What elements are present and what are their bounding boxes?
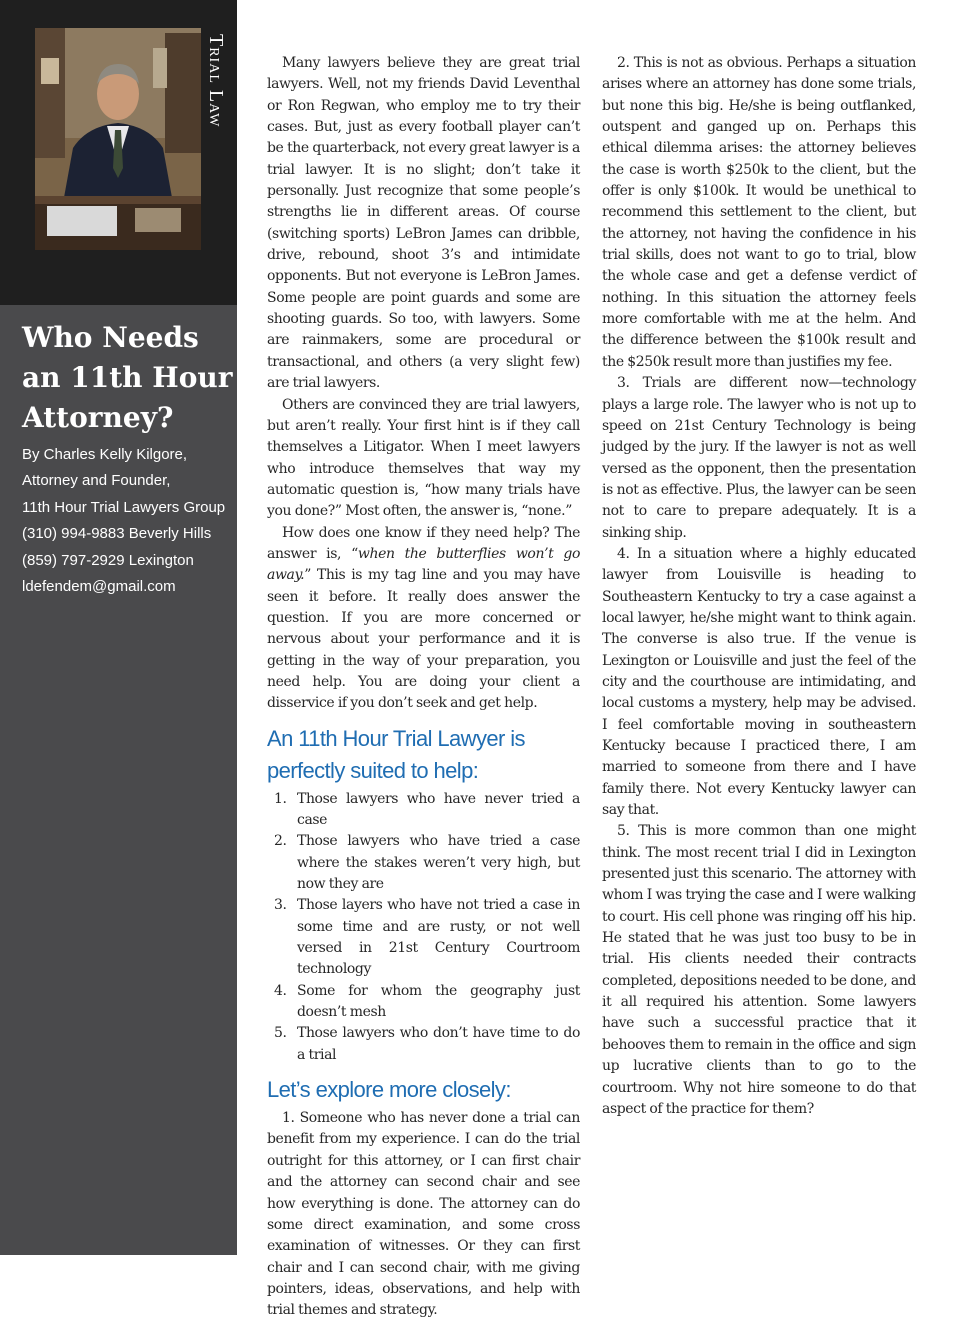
byline-author: By Charles Kelly Kilgore, (22, 446, 188, 463)
article-paragraph: Many lawyers believe they are great trial lawyers. Well, not my friends David Leventhal or Ron Regwan, who employ me to try their cases. But, just as every football player can’t be the quarterback, not every great lawyer is a trial lawyer. It is no slight; don’t take it personally. Just recognize that some people’s strengths lie in different areas. Of course (switching sports) LeBron James can dribble, drive, rebound, shoot 3’s and intimidate opponents. But not everyone is LeBron James. Some people are point guards and some are shooting guards. So too, with lawyers. Some are rainmakers, some are procedural or transactional, and others (a very slight few) are trial lawyers. (267, 55, 580, 392)
article-paragraph: 2. This is not as obvious. Perhaps a situation arises where an attorney has done some trials, but none this big. He/she is being outflanked, outspent and ganged up on. Perhaps this ethical dilemma arises: the attorney believes the case is worth $250k to the client, but the offer is only $100k. It would be unethical to recommend this settlement to the client, but the attorney, not having the confidence in his trial skills, does not want to go to trial, blow the whole case and get a defense verdict of nothing. In this situation the attorney feels more comfortable with me at the helm. And the difference between the $100k result and the $250k result more than justifies my fee. (602, 55, 916, 370)
tagline-italic: when the butterflies won’t go away. (267, 545, 580, 584)
list-item (267, 895, 580, 980)
list-number: 4. (274, 982, 287, 999)
list-number: 1. (274, 790, 287, 807)
paragraph-text: ” This is my tag line and you may have seen it before. It really does answer the question. If you are more concerned or nervous about your performance and it is getting in the way of your preparation, you need help. You are doing your client a disservice if you don’t seek and get help. (267, 567, 580, 712)
article-paragraph: 1. Someone who has never done a trial can benefit from my experience. I can do the trial outright for this attorney, or I can first chair and the attorney can second chair and see how everything is done. The attorney can do some direct examination, and some cross examination of witnesses. Or they can first chair and I can second chair, with me giving pointers, ideas, observations, and help with trial themes and strategy. (267, 1110, 580, 1319)
list-item (267, 981, 580, 1024)
author-photo (35, 28, 201, 250)
paragraph-text: How does one know if they need help? The answer is, “ (267, 524, 580, 562)
article-paragraph: Others are convinced they are trial lawyers, but aren’t really. Your first hint is if they call themselves a Litigator. When I meet lawyers who introduce themselves that way my automatic question is, “how many trials have you done?” Most often, the answer is, “none.” (267, 396, 580, 520)
headline-line: Who Needs (22, 321, 199, 354)
article-column-right (602, 53, 916, 1120)
list-text: Those lawyers who don’t have time to do a trial (297, 1025, 580, 1063)
byline-phone-lexington: (859) 797-2929 Lexington (22, 551, 194, 569)
section-label-text: Trial Law (205, 34, 227, 128)
list-text: Those lawyers who have tried a case where the stakes weren’t very high, but now they are (297, 833, 580, 893)
byline-firm: 11th Hour Trial Lawyers Group (22, 498, 226, 516)
byline-role: Attorney and Founder, (22, 472, 171, 490)
article-paragraph (267, 523, 580, 715)
list-number: 5. (274, 1025, 287, 1042)
article-paragraph: 4. In a situation where a highly educated lawyer from Louisville is heading to Southeastern Kentucky to try a case against a local lawyer, he/she might want to think again. The converse is also true. If the venue is Lexington or Louisville and just the feel of the city and the courthouse are intimidating, and local customs a mystery, help may be advised. I feel comfortable moving in southeastern Kentucky because I practiced there, I am married to someone from there and I have family there. Not every Kentucky lawyer can say that. (602, 545, 916, 819)
article-paragraph: 3. Trials are different now—technology plays a large role. The lawyer who is not up to speed on 21st Century Technology is being judged by the jury. If the lawyer is not as well versed as the opponent, then the presentation is not as effective. Plus, the lawyer can be seen not to care to prepare adequately. It is a sinking ship. (602, 375, 916, 541)
section-heading: An 11th Hour Trial Lawyer is perfectly suited to help: (267, 725, 525, 783)
list-text: Some for whom the geography just doesn’t mesh (297, 982, 580, 1021)
headline-line: an 11th Hour (22, 361, 233, 394)
headline (22, 318, 233, 438)
list-item (267, 1023, 580, 1066)
section-heading: Let’s explore more closely: (267, 1077, 511, 1103)
list-text: Those layers who have not tried a case in some time and are rusty, or not well versed in 21st Century Courtroom technology (297, 897, 580, 978)
list-item (267, 831, 580, 895)
article-column-left (267, 53, 580, 1322)
byline-phone-beverly-hills: (310) 994-9883 Beverly Hills (22, 525, 212, 543)
headline-line: Attorney? (22, 401, 174, 434)
article-paragraph: 5. This is more common than one might think. The most recent trial I did in Lexington presented just this scenario. The attorney with whom I was trying the case and I were walking to court. His cell phone was ringing off his hip. He stated that he was just too busy to be in trial. His clients needed their contracts completed, depositions needed to be done, and it all required his attention. Some lawyers have such a successful practice that it behooves them to remain in the office and sign up lucrative clients than to go to the courtroom. Why not hire someone to do that aspect of the practice for them? (602, 823, 916, 1117)
section-label (196, 34, 236, 164)
list-text: Those lawyers who have never tried a case (297, 790, 580, 828)
who-needs-list (267, 789, 580, 1066)
byline-email: ldefendem@gmail.com (22, 578, 176, 596)
byline (22, 442, 234, 600)
list-number: 3. (274, 897, 287, 914)
list-number: 2. (274, 833, 287, 850)
list-item (267, 789, 580, 832)
